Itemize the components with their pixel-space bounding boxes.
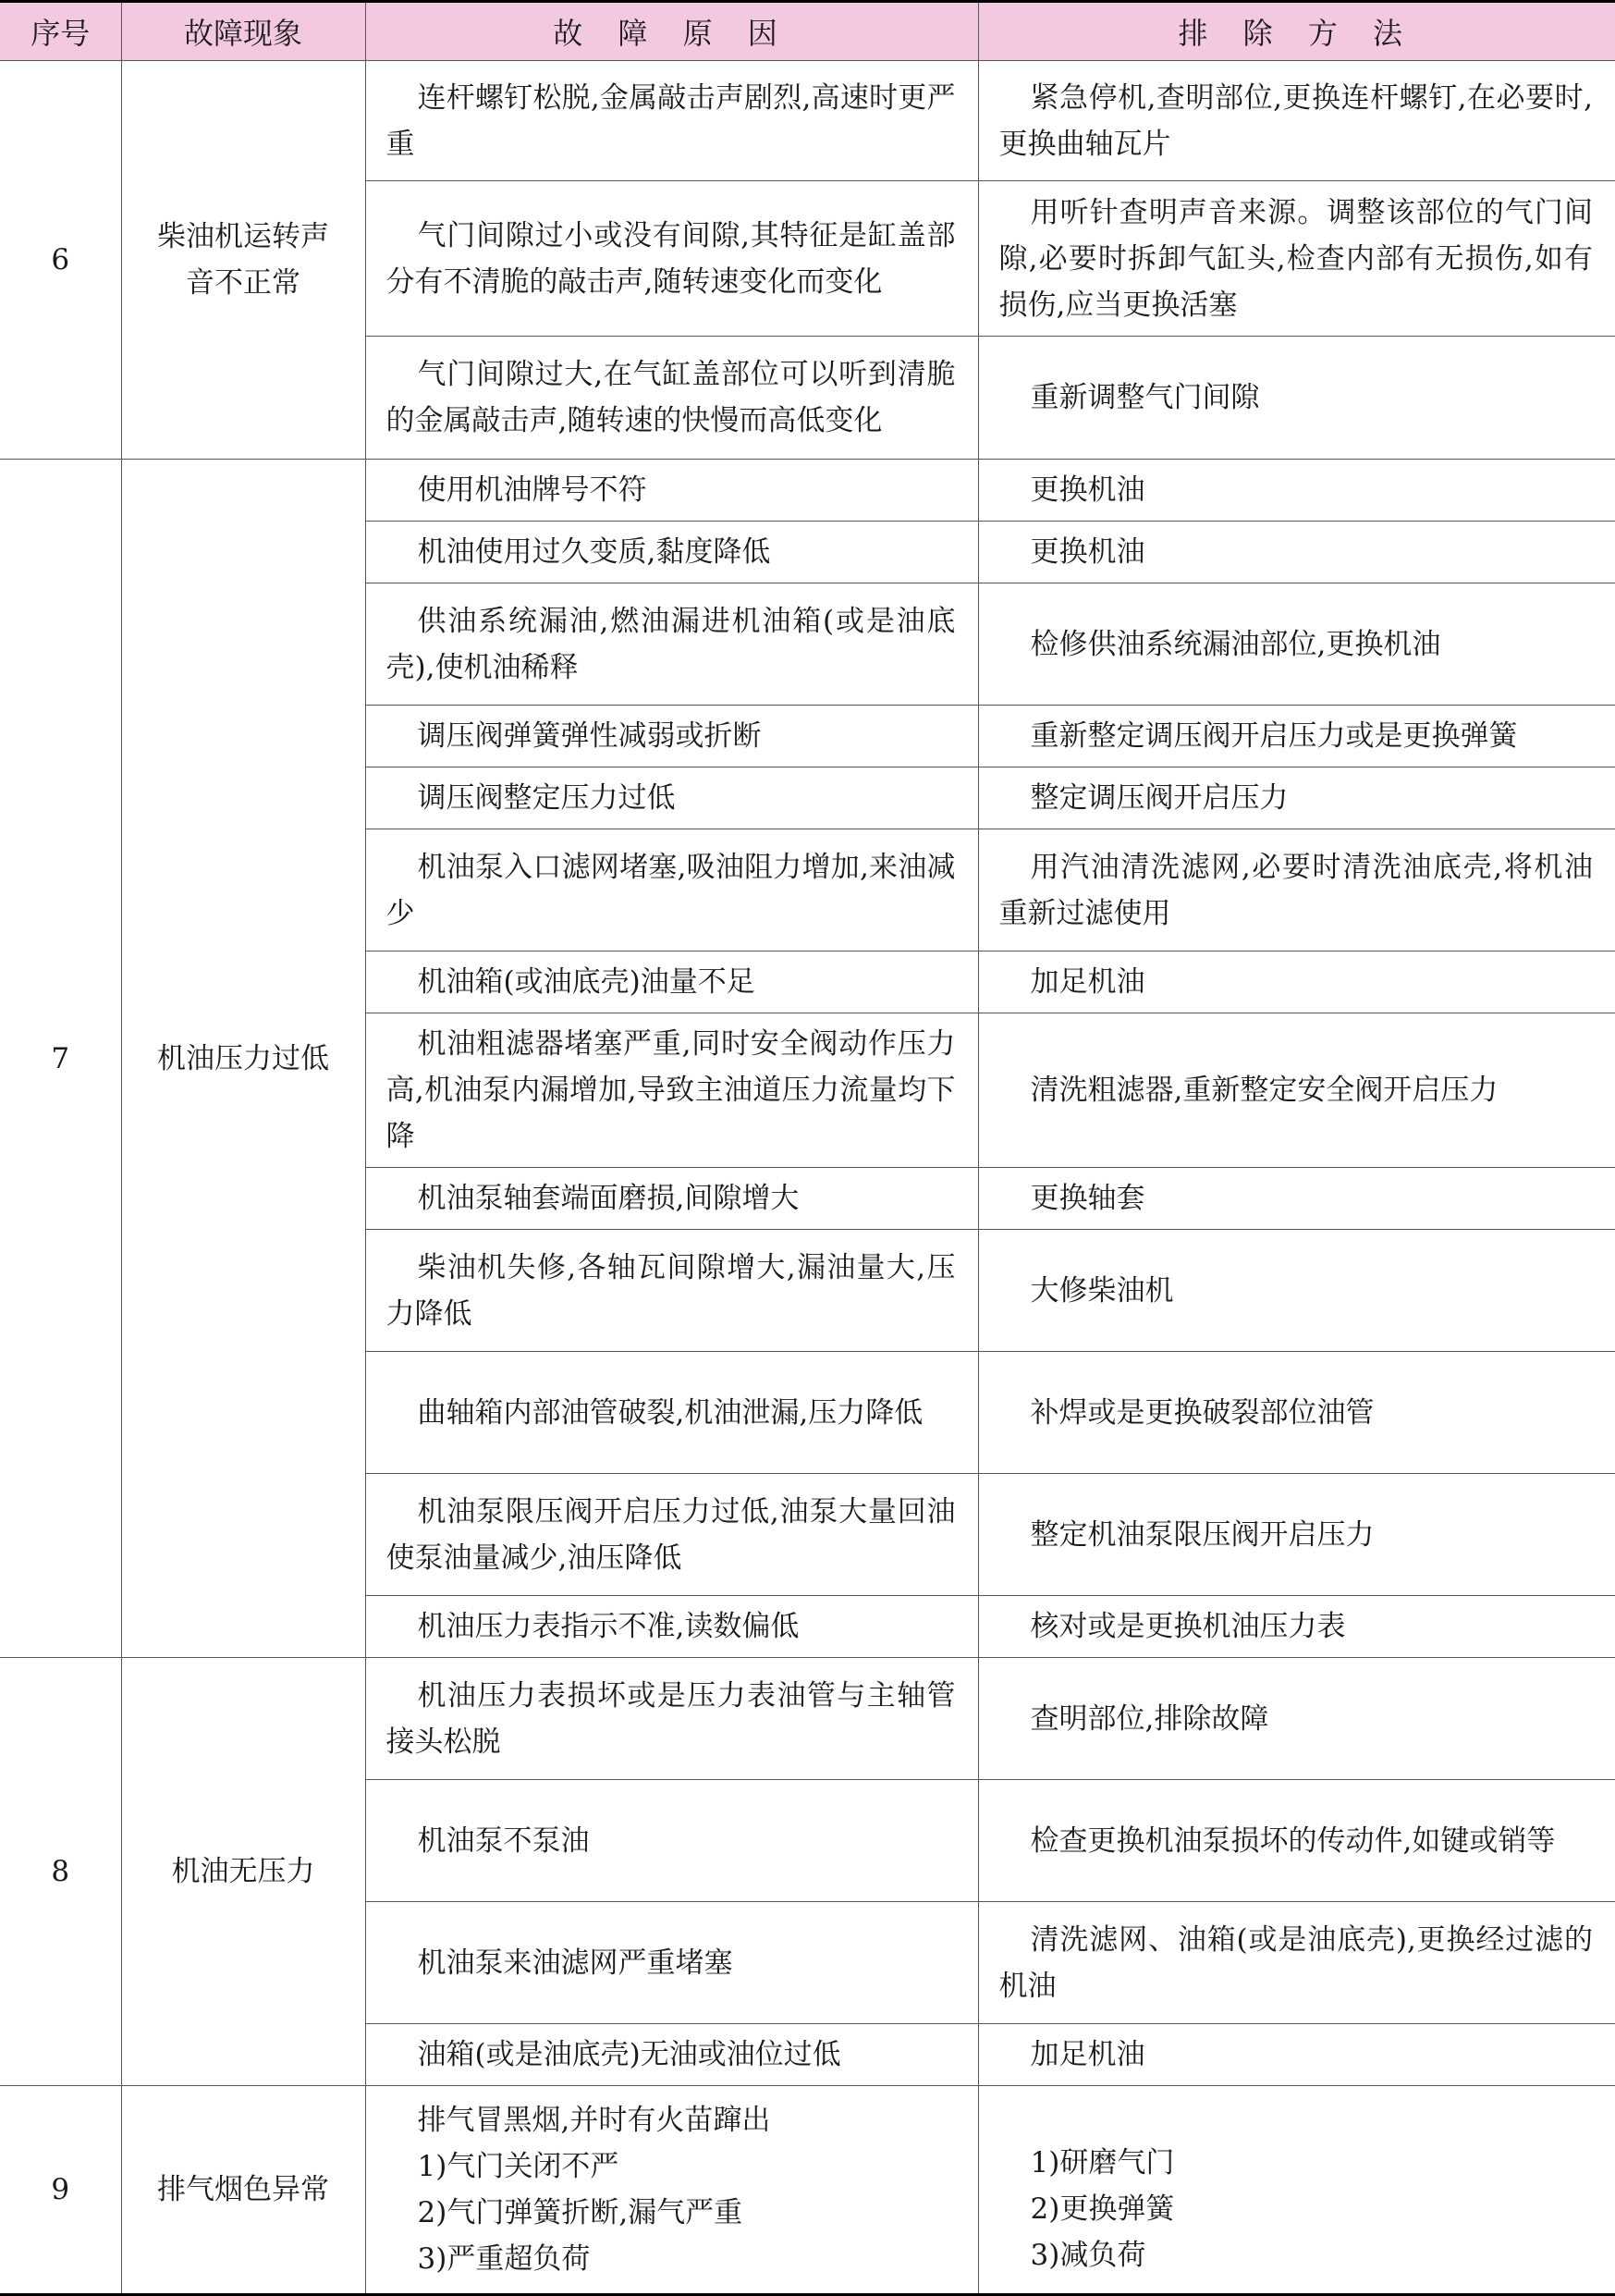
cause-text: 机油压力表损坏或是压力表油管与主轴管接头松脱 (385, 1678, 956, 1759)
fix-text: 更换机油 (1030, 473, 1145, 507)
cause-cell (365, 1902, 978, 2024)
symptom-cell (121, 1658, 365, 2086)
cause-text: 机油泵来油滤网严重堵塞 (417, 1946, 733, 1980)
cause-text: 连杆螺钉松脱,金属敲击声剧烈,高速时更严重 (385, 80, 956, 161)
cause-text: 气门间隙过大,在气缸盖部位可以听到清脆的金属敲击声,随转速的快慢而高低变化 (385, 358, 956, 437)
table-row (0, 460, 1615, 522)
fix-cell (978, 1230, 1615, 1352)
cause-cell (365, 1013, 978, 1168)
fix-item: 2)更换弹簧 (1030, 2192, 1175, 2226)
cause-cell (365, 2086, 978, 2295)
symptom-cell (121, 460, 365, 1658)
fix-cell (978, 1596, 1615, 1658)
fix-text: 用听针查明声音来源。调整该部位的气门间隙,必要时拆卸气缸头,检查内部有无损伤,如有损伤,应当更换活塞 (998, 195, 1593, 322)
fix-cell (978, 337, 1615, 460)
cause-cell (365, 1474, 978, 1596)
cause-text: 机油泵不泵油 (417, 1823, 590, 1858)
header-no: 序号 (0, 2, 121, 61)
table-row (0, 61, 1615, 181)
fix-cell (978, 2024, 1615, 2086)
cause-cell (365, 1352, 978, 1474)
fix-text: 整定机油泵限压阀开启压力 (1030, 1517, 1375, 1552)
fix-cell (978, 1013, 1615, 1168)
fix-text: 整定调压阀开启压力 (1030, 781, 1289, 815)
fix-cell (978, 1780, 1615, 1902)
fix-cell (978, 1352, 1615, 1474)
cause-cell (365, 1780, 978, 1902)
symptom-cell (121, 2086, 365, 2295)
row-number: 7 (0, 460, 121, 1658)
cause-cell (365, 181, 978, 337)
symptom-text: 柴油机运转声音不正常 (157, 220, 329, 300)
fix-text: 重新整定调压阀开启压力或是更换弹簧 (1030, 719, 1518, 753)
symptom-text: 机油压力过低 (157, 1041, 329, 1075)
fix-text: 加足机油 (1030, 965, 1145, 999)
cause-text: 供油系统漏油,燃油漏进机油箱(或是油底壳),使机油稀释 (385, 604, 956, 684)
fix-text: 清洗滤网、油箱(或是油底壳),更换经过滤的机油 (998, 1922, 1593, 2003)
fix-cell (978, 61, 1615, 181)
fix-text: 更换机油 (1030, 535, 1145, 569)
cause-text: 机油使用过久变质,黏度降低 (417, 535, 771, 569)
cause-item: 2)气门弹簧折断,漏气严重 (417, 2196, 743, 2229)
cause-cell (365, 1658, 978, 1780)
symptom-text: 排气烟色异常 (157, 2173, 329, 2206)
cause-cell (365, 61, 978, 181)
cause-cell (365, 767, 978, 829)
header-row (0, 2, 1615, 61)
fix-text: 加足机油 (1030, 2038, 1145, 2071)
fix-text: 用汽油清洗滤网,必要时清洗油底壳,将机油重新过滤使用 (998, 850, 1593, 930)
header-fix: 排 除 方 法 (978, 2, 1615, 61)
cause-cell (365, 829, 978, 952)
fix-cell (978, 706, 1615, 767)
fix-text: 核对或是更换机油压力表 (1030, 1610, 1346, 1643)
symptom-text: 机油无压力 (171, 1855, 315, 1888)
cause-text: 曲轴箱内部油管破裂,机油泄漏,压力降低 (417, 1395, 924, 1430)
cause-item: 1)气门关闭不严 (417, 2150, 619, 2183)
cause-text: 机油箱(或油底壳)油量不足 (417, 965, 755, 999)
fix-cell (978, 2086, 1615, 2295)
symptom-cell (121, 61, 365, 460)
header-cause: 故 障 原 因 (365, 2, 978, 61)
fix-cell (978, 767, 1615, 829)
fix-text: 大修柴油机 (1030, 1273, 1174, 1308)
header-symptom: 故障现象 (121, 2, 365, 61)
cause-cell (365, 1168, 978, 1230)
fix-cell (978, 1474, 1615, 1596)
cause-text: 使用机油牌号不符 (417, 473, 647, 507)
cause-text: 机油粗滤器堵塞严重,同时安全阀动作压力高,机油泵内漏增加,导致主油道压力流量均下降 (385, 1027, 956, 1153)
cause-cell (365, 583, 978, 706)
cause-item: 3)严重超负荷 (417, 2242, 591, 2276)
cause-text: 调压阀整定压力过低 (417, 781, 676, 815)
cause-cell (365, 952, 978, 1013)
cause-title: 排气冒黑烟,并时有火苗蹿出 (417, 2104, 771, 2137)
fix-text: 重新调整气门间隙 (1030, 381, 1260, 414)
fix-text: 检修供油系统漏油部位,更换机油 (1030, 627, 1441, 661)
row-number: 6 (0, 61, 121, 460)
fix-cell (978, 181, 1615, 337)
fix-text: 检查更换机油泵损坏的传动件,如键或销等 (1030, 1823, 1556, 1858)
cause-text: 调压阀弹簧弹性减弱或折断 (417, 719, 762, 753)
cause-cell (365, 2024, 978, 2086)
cause-cell (365, 522, 978, 583)
cause-text: 油箱(或是油底壳)无油或油位过低 (417, 2038, 841, 2071)
fix-cell (978, 829, 1615, 952)
cause-cell (365, 1230, 978, 1352)
cause-cell (365, 460, 978, 522)
fix-cell (978, 1168, 1615, 1230)
fix-cell (978, 952, 1615, 1013)
table-row (0, 2086, 1615, 2295)
cause-cell (365, 337, 978, 460)
fix-text: 更换轴套 (1030, 1182, 1145, 1215)
fix-text: 清洗粗滤器,重新整定安全阀开启压力 (1030, 1074, 1499, 1107)
cause-text: 机油泵限压阀开启压力过低,油泵大量回油使泵油量减少,油压降低 (385, 1494, 956, 1575)
cause-text: 机油压力表指示不准,读数偏低 (417, 1610, 800, 1643)
cause-text: 气门间隙过小或没有间隙,其特征是缸盖部分有不清脆的敲击声,随转速变化而变化 (385, 218, 956, 299)
row-number: 8 (0, 1658, 121, 2086)
fix-cell (978, 583, 1615, 706)
fix-text: 补焊或是更换破裂部位油管 (1030, 1395, 1375, 1430)
fix-cell (978, 1902, 1615, 2024)
cause-cell (365, 1596, 978, 1658)
fix-cell (978, 522, 1615, 583)
fix-cell (978, 460, 1615, 522)
fix-text: 查明部位,排除故障 (1030, 1701, 1269, 1736)
fix-cell (978, 1658, 1615, 1780)
cause-cell (365, 706, 978, 767)
cause-text: 机油泵入口滤网堵塞,吸油阻力增加,来油减少 (385, 850, 956, 930)
cause-text: 柴油机失修,各轴瓦间隙增大,漏油量大,压力降低 (385, 1250, 956, 1331)
cause-text: 机油泵轴套端面磨损,间隙增大 (417, 1182, 800, 1215)
fix-text: 紧急停机,查明部位,更换连杆螺钉,在必要时,更换曲轴瓦片 (998, 80, 1593, 161)
fix-item: 1)研磨气门 (1030, 2146, 1175, 2179)
table-row (0, 1658, 1615, 1780)
row-number: 9 (0, 2086, 121, 2295)
fix-item: 3)减负荷 (1030, 2239, 1146, 2272)
